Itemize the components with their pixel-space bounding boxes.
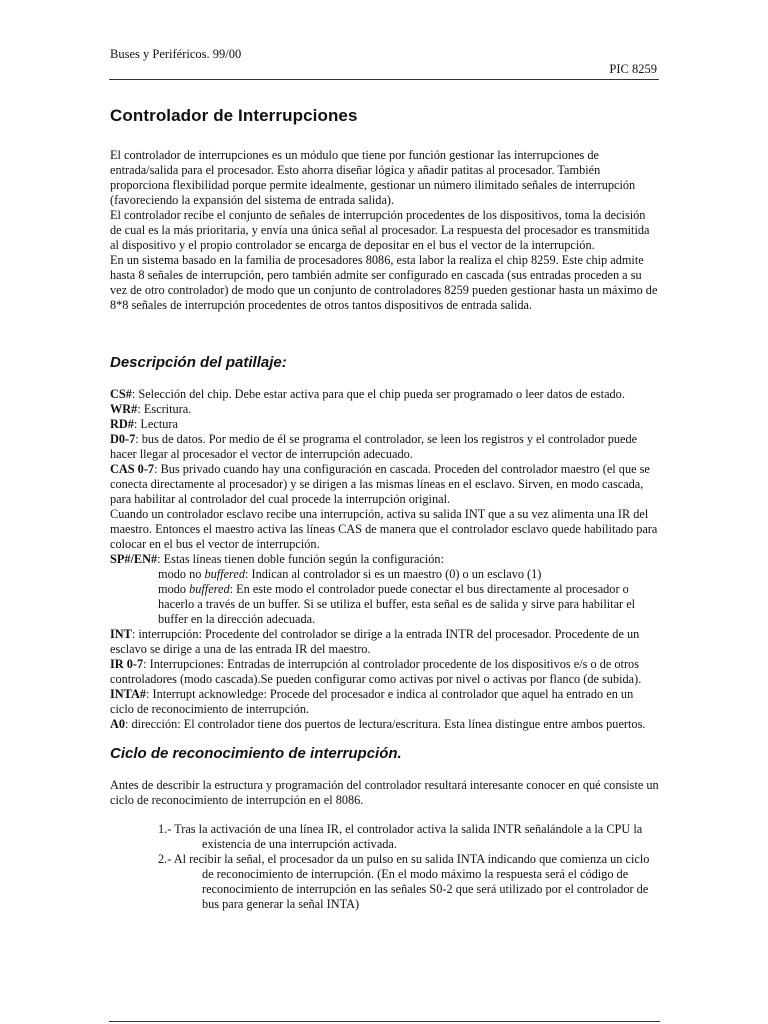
pin-name: RD# [110, 417, 134, 431]
pin-description: : bus de datos. Por medio de él se programa el controlador, se leen los registros y el controlador puede hacer llegar al procesador el vector de interrupción adecuado. [110, 432, 638, 461]
sp-mode-buffered [110, 582, 660, 627]
pin-description: : Escritura. [137, 402, 192, 416]
pin-list [110, 387, 660, 732]
pin-description: : dirección: El controlador tiene dos puertos de lectura/escritura. Esta línea distingue entre ambos puertos. [125, 717, 646, 731]
pin-name: SP#/EN# [110, 552, 158, 566]
mode-prefix: modo no [158, 567, 205, 581]
header-topic: PIC 8259 [609, 62, 657, 76]
pin-name: INTA# [110, 687, 146, 701]
pin-item-int [110, 627, 660, 657]
page-body [110, 106, 660, 912]
step-text: Al recibir la señal, el procesador da un pulso en su salida INTA indicando que comienza un ciclo de reconocimiento de interrupción. (En el modo máximo la respuesta será el código de reconocimiento de interrupción en las señales S0-2 que será utilizado por el controlador de bus para generar la señal INTA) [173, 852, 650, 911]
pin-item-rd [110, 417, 660, 432]
pin-item-d07 [110, 432, 660, 462]
pin-name: CAS 0-7 [110, 462, 155, 476]
mode-prefix: modo [158, 582, 190, 596]
pin-name: A0 [110, 717, 126, 731]
pin-name: WR# [110, 402, 138, 416]
cycle-steps-list [110, 822, 660, 912]
mode-description: : Indican al controlador si es un maestro (0) o un esclavo (1) [245, 567, 542, 581]
pin-name: D0-7 [110, 432, 136, 446]
page-title: Controlador de Interrupciones [110, 106, 358, 125]
pin-description: : Selección del chip. Debe estar activa para que el chip pueda ser programado o leer datos de estado. [131, 387, 625, 401]
step-number: 2.- [158, 852, 174, 866]
pin-description: : Interrupt acknowledge: Procede del procesador e indica al controlador que aquel ha entrado en un ciclo de reconocimiento de interrupción. [110, 687, 634, 716]
header-course: Buses y Periféricos. 99/00 [110, 47, 242, 61]
pin-item-ir [110, 657, 660, 687]
header-divider [109, 79, 659, 80]
mode-description: : En este modo el controlador puede conectar el bus directamente al procesador o hacerlo a través de un buffer. Si se utiliza el buffer, esta señal es de salida y sirve para habilitar el buffer en la dirección adecuada. [158, 582, 636, 626]
intro-paragraph-2: El controlador recibe el conjunto de señales de interrupción procedentes de los dispositivos, toma la decisión de cual es la más prioritaria, y envía una única señal al procesador. La respuesta del procesador es transmitida al dispositivo y el propio controlador se encarga de depositar en el bus el vector de la interrupción. [110, 208, 650, 252]
pin-item-cs [110, 387, 660, 402]
intro-paragraph-3: En un sistema basado en la familia de procesadores 8086, esta labor la realiza el chip 8259. Este chip admite hasta 8 señales de interrupción, pero también admite ser configurado en cascada (sus entradas proceden a su vez de otro controlador) de modo que un conjunto de controladores 8259 pueden gestionar hasta un máximo de 8*8 señales de interrupción procedentes de otros tantos dispositivos de entrada salida. [110, 253, 658, 312]
footer-divider [109, 1021, 660, 1022]
pin-description: : interrupción: Procedente del controlador se dirige a la entrada INTR del procesador. Procedente de un esclavo se dirige a una de las entrada IR del maestro. [110, 627, 640, 656]
mode-keyword: buffered [189, 582, 230, 596]
section-heading-pins: Descripción del patillaje: [110, 354, 287, 371]
intro-paragraph-1: El controlador de interrupciones es un módulo que tiene por función gestionar las interrupciones de entrada/salida para el procesador. Esto ahorra diseñar lógica y añadir patitas al procesador. También proporciona flexibilidad porque permite idealmente, gestionar un número ilimitado señales de interrupción (favoreciendo la expansión del sistema de entrada salida). [110, 148, 636, 207]
pin-description: : Bus privado cuando hay una configuración en cascada. Proceden del controlador maestro (el que se conecta directamente al procesador) y se dirigen a las mismas líneas en el esclavo. Sirven, en modo cascada, para habilitar al controlador del cual procede la interrupción original. [110, 462, 650, 506]
pin-item-sp-en [110, 552, 660, 567]
cycle-step-1 [158, 822, 660, 852]
cycle-step-2 [158, 852, 660, 912]
pin-item-inta [110, 687, 660, 717]
cycle-intro: Antes de describir la estructura y programación del controlador resultará interesante conocer en qué consiste un ciclo de reconocimiento de interrupción en el 8086. [110, 778, 659, 807]
section-heading-cycle: Ciclo de reconocimiento de interrupción. [110, 745, 402, 762]
pin-item-cas [110, 462, 660, 507]
pin-name: INT [110, 627, 132, 641]
mode-keyword: buffered [204, 567, 245, 581]
pin-name: CS# [110, 387, 132, 401]
cas-note: Cuando un controlador esclavo recibe una interrupción, activa su salida INT que a su vez alimenta una IR del maestro. Entonces el maestro activa las líneas CAS de manera que el controlador esclavo quede habilitado para colocar en el bus el vector de interrupción. [110, 507, 658, 551]
step-text: Tras la activación de una línea IR, el controlador activa la salida INTR señalándole a la CPU la existencia de una interrupción activada. [174, 822, 643, 851]
sp-mode-non-buffered [110, 567, 660, 582]
pin-item-a0 [110, 717, 660, 732]
pin-description: : Interrupciones: Entradas de interrupción al controlador procedente de los dispositivos e/s o de otros controladores (modo cascada).Se pueden configurar como activas por nivel o activas por flanco (de subida). [110, 657, 642, 686]
pin-item-wr [110, 402, 660, 417]
pin-name: IR 0-7 [110, 657, 144, 671]
pin-description: : Lectura [133, 417, 178, 431]
step-number: 1.- [158, 822, 175, 836]
pin-description: : Estas líneas tienen doble función según la configuración: [157, 552, 445, 566]
